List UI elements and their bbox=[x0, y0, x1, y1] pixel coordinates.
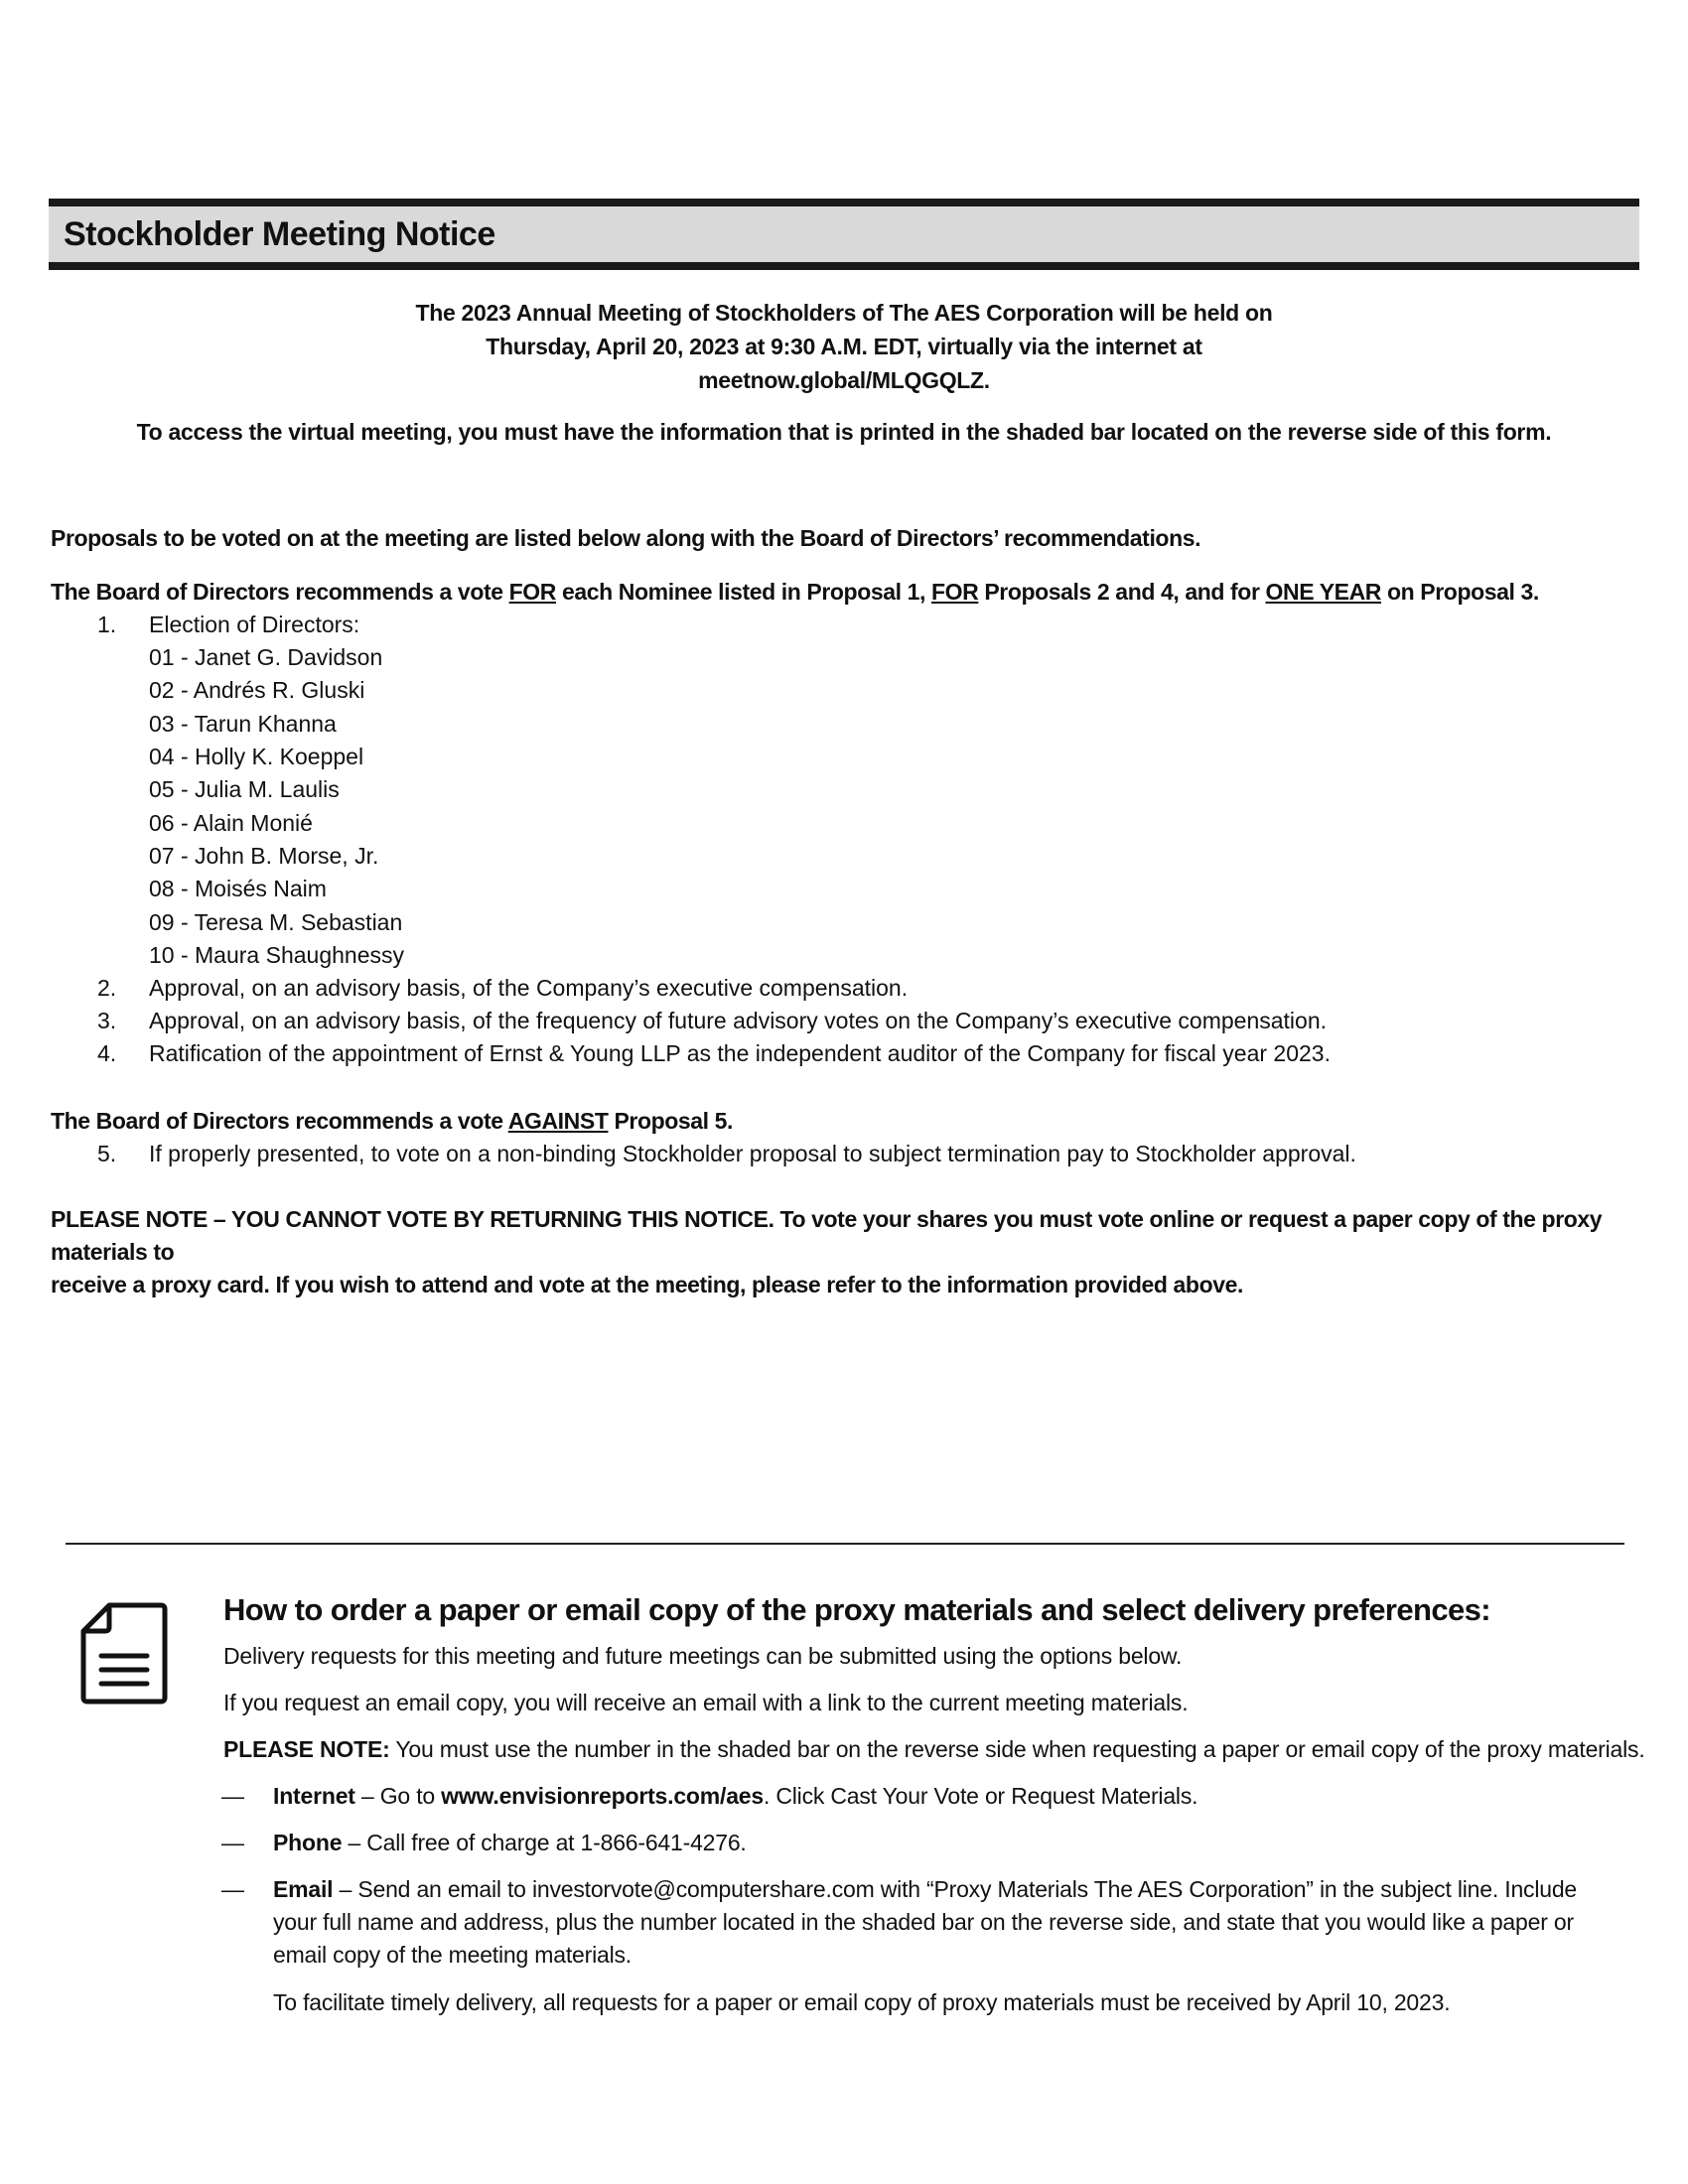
recommend-against-text-2: Proposal 5. bbox=[608, 1108, 734, 1134]
meeting-url: meetnow.global/MLQGQLZ. bbox=[698, 367, 990, 393]
order-title: How to order a paper or email copy of the proxy materials and select delivery preferences: bbox=[223, 1592, 1491, 1627]
order-delivery-info: Delivery requests for this meeting and future meetings can be submitted using the options below. bbox=[223, 1643, 1183, 1669]
recommend-against bbox=[51, 1105, 1639, 1138]
internet-pre: – Go to bbox=[354, 1783, 442, 1809]
recommend-for-emphasis-1: FOR bbox=[508, 579, 556, 605]
proposal-2-number: 2. bbox=[97, 975, 117, 1001]
meeting-line-2: Thursday, April 20, 2023 at 9:30 A.M. EDT, virtually via the internet at bbox=[486, 334, 1202, 359]
proposals-intro: Proposals to be voted on at the meeting are listed below along with the Board of Directors’ recommendations. bbox=[51, 525, 1201, 551]
recommend-against-text-1: The Board of Directors recommends a vote bbox=[51, 1108, 508, 1134]
option-phone bbox=[273, 1827, 1633, 1859]
proposal-1-number: 1. bbox=[97, 612, 117, 637]
recommend-for-text-2: each Nominee listed in Proposal 1, bbox=[555, 579, 931, 605]
internet-link[interactable]: www.envisionreports.com/aes bbox=[441, 1783, 764, 1809]
order-note-label: PLEASE NOTE: bbox=[223, 1736, 390, 1762]
header-rule-bottom bbox=[49, 262, 1639, 270]
email-line-1: – Send an email to investorvote@computershare.com with “Proxy Materials The AES Corporation” in the subject line. Include bbox=[333, 1876, 1578, 1902]
proposal-4-text: Ratification of the appointment of Ernst & Young LLP as the independent auditor of the Company for fiscal year 2023. bbox=[149, 1040, 1331, 1066]
proposal-1-label: Election of Directors: bbox=[149, 612, 360, 637]
nominee: 09 - Teresa M. Sebastian bbox=[149, 909, 403, 935]
order-note bbox=[223, 1733, 1645, 1766]
proposal-4-number: 4. bbox=[97, 1040, 117, 1066]
proposal-5-number: 5. bbox=[97, 1141, 117, 1166]
proposal-3-text: Approval, on an advisory basis, of the frequency of future advisory votes on the Company’s executive compensation. bbox=[149, 1008, 1328, 1033]
nominee: 04 - Holly K. Koeppel bbox=[149, 744, 364, 769]
deadline-note: To facilitate timely delivery, all requests for a paper or email copy of proxy materials must be received by April 10, 2023. bbox=[273, 1989, 1451, 2015]
internet-post: . Click Cast Your Vote or Request Materials. bbox=[763, 1783, 1198, 1809]
phone-text: – Call free of charge at 1-866-641-4276. bbox=[342, 1830, 747, 1855]
nominee: 08 - Moisés Naim bbox=[149, 876, 327, 901]
bullet-dash: — bbox=[221, 1783, 244, 1809]
please-note-line-1: PLEASE NOTE – YOU CANNOT VOTE BY RETURNING THIS NOTICE. To vote your shares you must vote online or request a paper copy of the proxy materials to bbox=[51, 1206, 1603, 1265]
meeting-announcement bbox=[49, 296, 1639, 397]
recommend-one-year: ONE YEAR bbox=[1265, 579, 1382, 605]
recommend-for-text-1: The Board of Directors recommends a vote bbox=[51, 579, 509, 605]
nominee: 06 - Alain Monié bbox=[149, 810, 313, 836]
nominee: 01 - Janet G. Davidson bbox=[149, 644, 383, 670]
order-note-text: You must use the number in the shaded bar on the reverse side when requesting a paper or email copy of the proxy materials. bbox=[389, 1736, 1645, 1762]
section-divider bbox=[66, 1543, 1624, 1545]
email-label: Email bbox=[273, 1876, 334, 1902]
phone-label: Phone bbox=[273, 1830, 343, 1855]
recommend-for bbox=[51, 576, 1639, 609]
nominee: 02 - Andrés R. Gluski bbox=[149, 677, 365, 703]
proposal-2-text: Approval, on an advisory basis, of the Company’s executive compensation. bbox=[149, 975, 909, 1001]
nominee: 05 - Julia M. Laulis bbox=[149, 776, 340, 802]
email-line-3: email copy of the meeting materials. bbox=[273, 1942, 632, 1968]
order-email-info: If you request an email copy, you will receive an email with a link to the current meeting materials. bbox=[223, 1690, 1189, 1715]
option-email bbox=[273, 1873, 1633, 1972]
email-line-2: your full name and address, plus the number located in the shaded bar on the reverse side, and state that you would like a paper or bbox=[273, 1909, 1574, 1935]
recommend-for-emphasis-2: FOR bbox=[930, 579, 979, 605]
proposal-3-number: 3. bbox=[97, 1008, 117, 1033]
please-note bbox=[51, 1203, 1639, 1301]
option-internet bbox=[273, 1780, 1633, 1813]
meeting-line-1: The 2023 Annual Meeting of Stockholders of The AES Corporation will be held on bbox=[415, 300, 1273, 326]
nominee: 03 - Tarun Khanna bbox=[149, 711, 337, 737]
document-icon bbox=[79, 1602, 169, 1706]
recommend-for-text-3: Proposals 2 and 4, and for bbox=[978, 579, 1266, 605]
recommend-for-text-4: on Proposal 3. bbox=[1381, 579, 1539, 605]
proposal-5-text: If properly presented, to vote on a non-binding Stockholder proposal to subject termination pay to Stockholder approval. bbox=[149, 1141, 1356, 1166]
recommend-against-emphasis: AGAINST bbox=[507, 1108, 609, 1134]
internet-label: Internet bbox=[273, 1783, 355, 1809]
page-title: Stockholder Meeting Notice bbox=[64, 215, 495, 253]
nominee: 10 - Maura Shaughnessy bbox=[149, 942, 404, 968]
bullet-dash: — bbox=[221, 1876, 244, 1902]
nominee: 07 - John B. Morse, Jr. bbox=[149, 843, 379, 869]
please-note-line-2: receive a proxy card. If you wish to attend and vote at the meeting, please refer to the information provided above. bbox=[51, 1272, 1244, 1297]
access-instructions: To access the virtual meeting, you must have the information that is printed in the shaded bar located on the reverse side of this form. bbox=[136, 419, 1552, 445]
bullet-dash: — bbox=[221, 1830, 244, 1855]
header-rule-top bbox=[49, 199, 1639, 206]
